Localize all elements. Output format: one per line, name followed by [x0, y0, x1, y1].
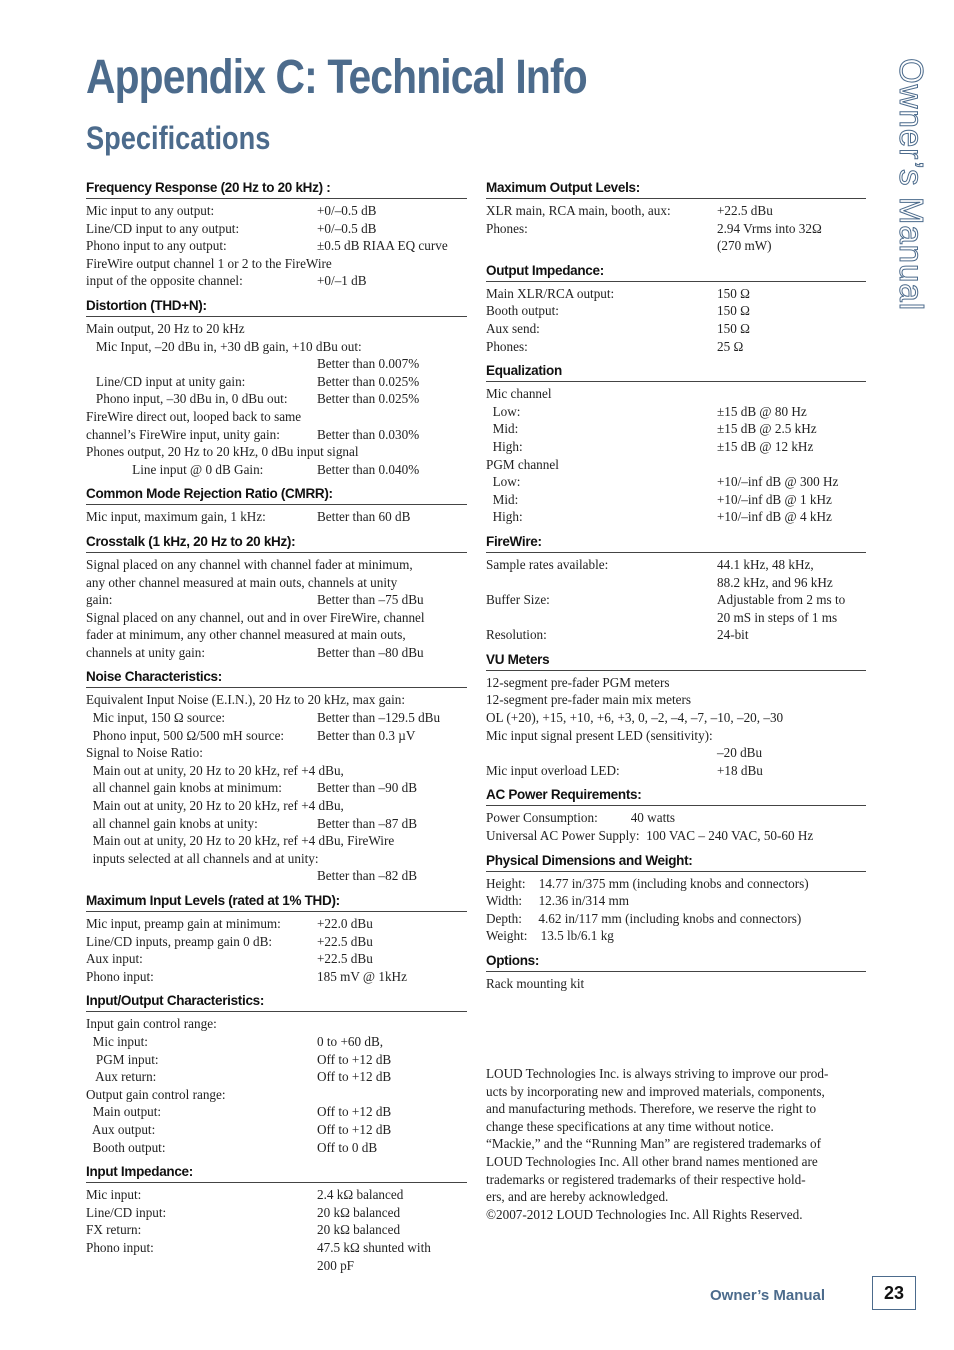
page-title: Appendix C: Technical Info: [86, 51, 587, 104]
spec-row: [486, 927, 866, 945]
spec-row: [486, 508, 866, 526]
spec-label: PGM input:: [86, 1051, 159, 1067]
spec-value: +22.5 dBu: [317, 933, 373, 949]
spec-value: 47.5 kΩ shunted with: [317, 1239, 431, 1255]
spec-heading: Options:: [486, 951, 866, 972]
spec-section: [486, 361, 866, 532]
spec-label: Line/CD input to any output:: [86, 220, 240, 236]
spec-label: Main XLR/RCA output:: [486, 285, 615, 301]
spec-label: Line/CD inputs, preamp gain 0 dB:: [86, 933, 273, 949]
page-number: 23: [883, 1282, 905, 1303]
spec-value: 150 Ω: [717, 303, 750, 319]
spec-label: Weight: 13.5 lb/6.1 kg: [486, 928, 614, 944]
spec-row: [486, 556, 866, 574]
spec-label: [486, 609, 717, 627]
spec-value: Off to +12 dB: [317, 1051, 392, 1067]
spec-row: [86, 915, 467, 933]
disclaimer-line: ers, and are hereby acknowledged.: [486, 1189, 669, 1205]
spec-row: [86, 443, 467, 461]
spec-label: channel’s FireWire input, unity gain:: [86, 426, 280, 442]
spec-label: FX return:: [86, 1222, 142, 1238]
spec-row: [86, 1139, 467, 1157]
spec-section: [486, 785, 866, 850]
spec-row: [86, 574, 467, 592]
spec-label: inputs selected at all channels and at unity:: [86, 850, 319, 866]
spec-value: Better than –87 dB: [317, 815, 417, 831]
spec-row: [86, 1068, 467, 1086]
spec-label: Mid:: [486, 421, 519, 437]
spec-heading: Physical Dimensions and Weight:: [486, 851, 866, 872]
spec-heading: Distortion (THD+N):: [86, 296, 467, 317]
page-number-box: [872, 1276, 916, 1310]
spec-label: Booth output:: [86, 1139, 166, 1155]
spec-label: Depth: 4.62 in/117 mm (including knobs and connectors): [486, 910, 802, 926]
spec-section: [486, 650, 866, 786]
spec-row: [86, 373, 467, 391]
spec-value: Better than –82 dB: [317, 868, 417, 884]
spec-row: [86, 727, 467, 745]
spec-row: [486, 320, 866, 338]
spec-label: Line/CD input at unity gain:: [86, 373, 246, 389]
disclaimer-line: trademarks or registered trademarks of their respective hold-: [486, 1171, 806, 1187]
spec-row: [86, 237, 467, 255]
spec-row: [486, 202, 866, 220]
spec-row: [486, 338, 866, 356]
spec-label: Line/CD input:: [86, 1204, 167, 1220]
spec-heading: Input Impedance:: [86, 1162, 467, 1183]
spec-value: +22.5 dBu: [317, 951, 373, 967]
spec-row: [86, 968, 467, 986]
spec-value: 185 mV @ 1kHz: [317, 968, 407, 984]
spec-label: Mic input, preamp gain at minimum:: [86, 916, 281, 931]
spec-label: Signal placed on any channel, out and in over FireWire, channel: [86, 609, 425, 625]
spec-row: [486, 691, 866, 709]
spec-row: [86, 609, 467, 627]
spec-label: Phones:: [486, 338, 528, 354]
spec-row: [86, 390, 467, 408]
spec-row: [86, 355, 467, 373]
spec-row: [486, 975, 866, 993]
disclaimer-line: LOUD Technologies Inc. All other brand names mentioned are: [486, 1153, 818, 1169]
spec-row: [86, 255, 467, 273]
spec-value: Adjustable from 2 ms to: [717, 592, 846, 608]
spec-row: [86, 644, 467, 662]
disclaimer-line: ©2007-2012 LOUD Technologies Inc. All Rights Reserved.: [486, 1206, 803, 1222]
spec-heading: AC Power Requirements:: [486, 785, 866, 806]
disclaimer-line: ucts by incorporating new and improved materials, components,: [486, 1083, 825, 1099]
spec-value: Off to +12 dB: [317, 1121, 392, 1137]
spec-value: +10/–inf dB @ 4 kHz: [717, 509, 832, 525]
spec-value: Off to +12 dB: [317, 1069, 392, 1085]
spec-label: Buffer Size:: [486, 592, 550, 608]
spec-label: Main out at unity, 20 Hz to 20 kHz, ref +4 dBu, FireWire: [86, 833, 395, 849]
spec-row: [86, 556, 467, 574]
spec-value: +0/–1 dB: [317, 273, 367, 289]
spec-row: [486, 473, 866, 491]
footer-label: Owner’s Manual: [710, 1287, 826, 1304]
spec-row: [86, 320, 467, 338]
spec-label: channels at unity gain:: [86, 644, 206, 660]
spec-label: Low:: [486, 403, 521, 419]
spec-row: [86, 1103, 467, 1121]
spec-row: [86, 1204, 467, 1222]
side-title: [888, 58, 932, 328]
spec-label: gain:: [86, 592, 113, 608]
disclaimer-line: and manufacturing methods. Therefore, we reserve the right to: [486, 1101, 817, 1117]
spec-heading: Noise Characteristics:: [86, 667, 467, 688]
spec-row: [486, 591, 866, 609]
spec-value: +0/–0.5 dB: [317, 220, 377, 236]
spec-row: [86, 744, 467, 762]
spec-label: 12-segment pre-fader main mix meters: [486, 692, 692, 708]
spec-row: [486, 302, 866, 320]
spec-row: [86, 591, 467, 609]
spec-section: [486, 178, 866, 261]
spec-label: Aux return:: [86, 1069, 157, 1085]
spec-row: [486, 892, 866, 910]
spec-label: PGM channel: [486, 456, 559, 472]
spec-label: Mic Input, –20 dBu in, +30 dB gain, +10 dBu out:: [86, 338, 362, 354]
spec-value: 200 pF: [317, 1257, 355, 1273]
side-title-text: Owner’s Manual: [893, 58, 930, 312]
spec-row: [486, 438, 866, 456]
spec-label: FireWire direct out, looped back to same: [86, 408, 302, 424]
spec-label: Mic input, maximum gain, 1 kHz:: [86, 509, 266, 525]
disclaimer-line: “Mackie,” and the “Running Man” are registered trademarks of: [486, 1136, 822, 1152]
spec-value: Better than –75 dBu: [317, 592, 424, 608]
spec-label: Mic channel: [486, 386, 552, 402]
spec-value: Better than –129.5 dBu: [317, 710, 441, 726]
spec-heading: Input/Output Characteristics:: [86, 991, 467, 1012]
spec-label: [86, 355, 317, 373]
spec-value: ±15 dB @ 2.5 kHz: [717, 421, 817, 437]
spec-row: [86, 797, 467, 815]
spec-row: [486, 385, 866, 403]
spec-section: [486, 951, 866, 999]
spec-row: [486, 237, 866, 255]
spec-row: [486, 574, 866, 592]
spec-section: [86, 532, 467, 668]
spec-row: [486, 403, 866, 421]
spec-row: [86, 850, 467, 868]
spec-value: 25 Ω: [717, 338, 744, 354]
spec-row: [86, 867, 467, 885]
spec-label: Phono input to any output:: [86, 238, 227, 254]
spec-value: 20 mS in steps of 1 ms: [717, 609, 838, 625]
spec-value: (270 mW): [717, 238, 772, 254]
spec-section: [486, 261, 866, 361]
spec-value: Off to +12 dB: [317, 1104, 392, 1120]
spec-row: [486, 809, 866, 827]
disclaimer: [486, 1065, 868, 1223]
spec-row: [486, 744, 866, 762]
spec-section: [86, 667, 467, 891]
spec-row: [86, 762, 467, 780]
spec-label: [86, 1257, 317, 1275]
spec-label: Width: 12.36 in/314 mm: [486, 893, 630, 909]
spec-label: Resolution:: [486, 627, 547, 643]
spec-label: Signal to Noise Ratio:: [86, 745, 203, 761]
spec-label: all channel gain knobs at unity:: [86, 815, 258, 831]
spec-heading: Equalization: [486, 361, 866, 382]
spec-row: [86, 832, 467, 850]
disclaimer-line: change these specifications at any time without notice.: [486, 1118, 774, 1134]
spec-row: [486, 910, 866, 928]
spec-value: 44.1 kHz, 48 kHz,: [717, 556, 814, 572]
spec-label: Line input @ 0 dB Gain:: [86, 461, 264, 477]
spec-heading: Maximum Output Levels:: [486, 178, 866, 199]
spec-label: Power Consumption: 40 watts: [486, 810, 676, 826]
spec-value: 20 kΩ balanced: [317, 1204, 401, 1220]
spec-label: Aux send:: [486, 320, 540, 336]
spec-label: Equivalent Input Noise (E.I.N.), 20 Hz to 20 kHz, max gain:: [86, 692, 405, 708]
spec-section: [86, 178, 467, 296]
spec-row: [86, 461, 467, 479]
spec-label: Height: 14.77 in/375 mm (including knobs and connectors): [486, 875, 809, 891]
spec-label: Phono input, –30 dBu in, 0 dBu out:: [86, 391, 288, 407]
spec-value: Better than 0.040%: [317, 461, 420, 477]
spec-value: +10/–inf dB @ 1 kHz: [717, 491, 832, 507]
spec-value: ±15 dB @ 80 Hz: [717, 403, 807, 419]
spec-row: [486, 609, 866, 627]
spec-label: Aux input:: [86, 951, 143, 967]
spec-value: –20 dBu: [717, 745, 763, 761]
spec-value: 88.2 kHz, and 96 kHz: [717, 574, 833, 590]
spec-label: Phono input, 500 Ω/500 mH source:: [86, 727, 285, 743]
spec-heading: Output Impedance:: [486, 261, 866, 282]
spec-label: Sample rates available:: [486, 556, 609, 572]
spec-label: Mic input:: [86, 1187, 142, 1203]
spec-label: Phono input:: [86, 968, 154, 984]
spec-row: [86, 338, 467, 356]
spec-label: Mic input to any output:: [86, 203, 215, 218]
spec-label: Phones output, 20 Hz to 20 kHz, 0 dBu input signal: [86, 444, 359, 460]
spec-row: [486, 420, 866, 438]
spec-label: FireWire output channel 1 or 2 to the FireWire: [86, 255, 332, 271]
spec-row: [86, 408, 467, 426]
spec-label: Booth output:: [486, 303, 559, 319]
right-column: [486, 178, 866, 999]
spec-label: Mic input signal present LED (sensitivity):: [486, 727, 713, 743]
spec-row: [86, 202, 467, 220]
spec-label: input of the opposite channel:: [86, 273, 243, 289]
spec-label: [86, 867, 317, 885]
spec-heading: Crosstalk (1 kHz, 20 Hz to 20 kHz):: [86, 532, 467, 553]
spec-row: [86, 508, 467, 526]
spec-value: Better than 60 dB: [317, 509, 411, 525]
spec-value: 150 Ω: [717, 320, 750, 336]
spec-heading: VU Meters: [486, 650, 866, 671]
section-title: Specifications: [86, 120, 271, 156]
spec-row: [86, 1121, 467, 1139]
spec-row: [86, 1186, 467, 1204]
spec-label: Mic input overload LED:: [486, 762, 620, 778]
spec-value: +0/–0.5 dB: [317, 203, 377, 218]
spec-section: [486, 532, 866, 650]
spec-label: Aux output:: [86, 1121, 156, 1137]
spec-section: [86, 484, 467, 532]
spec-row: [86, 1239, 467, 1257]
left-column: [86, 178, 467, 1280]
spec-label: Phones:: [486, 220, 528, 236]
spec-label: Main output, 20 Hz to 20 kHz: [86, 320, 245, 336]
spec-value: 2.4 kΩ balanced: [317, 1187, 404, 1203]
spec-heading: Maximum Input Levels (rated at 1% THD):: [86, 891, 467, 912]
spec-label: XLR main, RCA main, booth, aux:: [486, 203, 671, 218]
spec-label: any other channel measured at main outs, channels at unity: [86, 574, 398, 590]
spec-label: OL (+20), +15, +10, +6, +3, 0, –2, –4, –7, –10, –20, –30: [486, 710, 784, 726]
spec-row: [486, 709, 866, 727]
spec-row: [86, 779, 467, 797]
spec-value: ±15 dB @ 12 kHz: [717, 438, 814, 454]
spec-row: [86, 691, 467, 709]
spec-heading: Frequency Response (20 Hz to 20 kHz) :: [86, 178, 467, 199]
spec-label: Main out at unity, 20 Hz to 20 kHz, ref +4 dBu,: [86, 798, 344, 814]
spec-row: [486, 875, 866, 893]
spec-row: [486, 285, 866, 303]
spec-row: [86, 426, 467, 444]
spec-label: fader at minimum, any other channel measured at main outs,: [86, 627, 406, 643]
spec-label: [486, 744, 717, 762]
spec-row: [86, 1051, 467, 1069]
spec-row: [486, 674, 866, 692]
spec-value: +10/–inf dB @ 300 Hz: [717, 474, 839, 490]
spec-label: Signal placed on any channel with channel fader at minimum,: [86, 556, 413, 572]
spec-row: [486, 827, 866, 845]
spec-value: Better than –90 dB: [317, 780, 417, 796]
spec-row: [86, 626, 467, 644]
spec-label: Mic input:: [86, 1033, 148, 1049]
spec-value: ±0.5 dB RIAA EQ curve: [317, 238, 448, 254]
spec-row: [486, 491, 866, 509]
spec-row: [86, 1221, 467, 1239]
spec-section: [86, 991, 467, 1162]
spec-label: Low:: [486, 474, 521, 490]
spec-row: [86, 950, 467, 968]
spec-row: [486, 456, 866, 474]
spec-heading: Common Mode Rejection Ratio (CMRR):: [86, 484, 467, 505]
spec-value: Better than 0.025%: [317, 391, 420, 407]
spec-value: 24-bit: [717, 627, 749, 643]
spec-row: [86, 220, 467, 238]
spec-label: [486, 574, 717, 592]
spec-row: [86, 1257, 467, 1275]
spec-value: Better than 0.030%: [317, 426, 420, 442]
spec-row: [86, 1033, 467, 1051]
spec-label: Mic input, 150 Ω source:: [86, 710, 226, 726]
disclaimer-line: LOUD Technologies Inc. is always striving to improve our prod-: [486, 1066, 829, 1081]
spec-row: [486, 626, 866, 644]
spec-section: [86, 891, 467, 991]
spec-value: +18 dBu: [717, 762, 763, 778]
spec-label: High:: [486, 509, 523, 525]
spec-value: +22.0 dBu: [317, 916, 373, 931]
spec-label: 12-segment pre-fader PGM meters: [486, 674, 670, 690]
spec-row: [86, 815, 467, 833]
spec-value: 0 to +60 dB,: [317, 1033, 384, 1049]
spec-row: [86, 272, 467, 290]
spec-label: all channel gain knobs at minimum:: [86, 780, 282, 796]
spec-value: Off to 0 dB: [317, 1139, 378, 1155]
spec-label: High:: [486, 438, 523, 454]
spec-label: Output gain control range:: [86, 1086, 226, 1102]
spec-row: [86, 1086, 467, 1104]
spec-value: Better than 0.3 µV: [317, 727, 416, 743]
spec-section: [486, 851, 866, 951]
spec-value: Better than –80 dBu: [317, 644, 424, 660]
spec-value: Better than 0.025%: [317, 373, 420, 389]
spec-section: [86, 296, 467, 484]
spec-value: +22.5 dBu: [717, 203, 773, 218]
spec-row: [486, 727, 866, 745]
spec-label: Main output:: [86, 1104, 162, 1120]
spec-label: [486, 237, 717, 255]
spec-heading: FireWire:: [486, 532, 866, 553]
spec-label: Main out at unity, 20 Hz to 20 kHz, ref +4 dBu,: [86, 762, 344, 778]
spec-label: Phono input:: [86, 1239, 154, 1255]
spec-row: [86, 1015, 467, 1033]
spec-row: [86, 709, 467, 727]
spec-label: Input gain control range:: [86, 1016, 217, 1032]
spec-section: [86, 1162, 467, 1280]
spec-row: [486, 220, 866, 238]
spec-row: [486, 762, 866, 780]
spec-value: 20 kΩ balanced: [317, 1222, 401, 1238]
spec-label: Universal AC Power Supply: 100 VAC – 240 VAC, 50-60 Hz: [486, 828, 814, 844]
spec-label: Mid:: [486, 491, 519, 507]
spec-value: 150 Ω: [717, 285, 750, 301]
spec-label: Rack mounting kit: [486, 976, 585, 991]
spec-row: [86, 933, 467, 951]
spec-value: Better than 0.007%: [317, 356, 420, 372]
spec-value: 2.94 Vrms into 32Ω: [717, 220, 822, 236]
